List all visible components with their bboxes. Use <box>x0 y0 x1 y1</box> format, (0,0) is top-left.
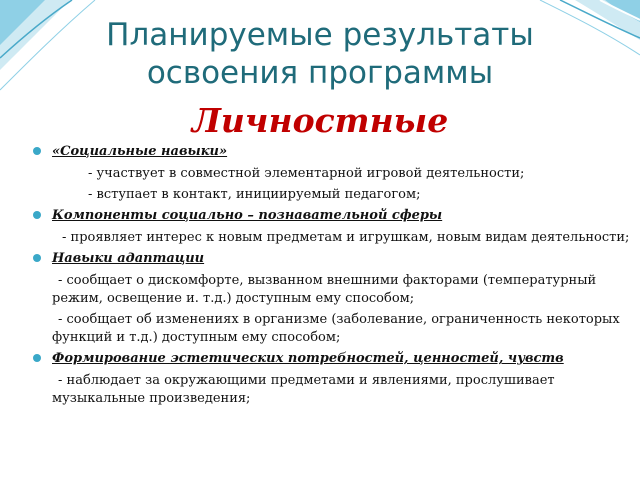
bullet-icon <box>33 211 41 219</box>
list-item: - сообщает об изменениях в организме (заболевание, ограниченность некоторых функций и т.д.) доступным ему способом; <box>52 312 620 345</box>
section-heading-adaptation <box>0 250 632 268</box>
list-item: - сообщает о дискомфорте, вызванном внешними факторами (температурный режим, освещение и. т.д.) доступным ему способом; <box>52 273 597 306</box>
list-item: - вступает в контакт, инициируемый педагогом; <box>88 187 421 202</box>
heading-text: Компоненты социально – познавательной сферы <box>52 208 443 223</box>
bullet-icon <box>33 254 41 262</box>
title-line-2: освоения программы <box>146 55 494 91</box>
section-heading-social <box>0 143 632 161</box>
list-item: - наблюдает за окружающими предметами и явлениями, прослушивает музыкальные произведения; <box>52 373 555 406</box>
section-heading-cognitive <box>0 207 632 225</box>
heading-text: Навыки адаптации <box>52 251 205 266</box>
title-line-1: Планируемые результаты <box>106 17 534 53</box>
bullet-icon <box>33 354 41 362</box>
list-item: - проявляет интерес к новым предметам и игрушкам, новым видам деятельности; <box>62 230 630 245</box>
page-subtitle: Личностные <box>191 101 449 140</box>
page-title <box>0 16 640 92</box>
list-item: - участвует в совместной элементарной игровой деятельности; <box>88 166 525 181</box>
heading-text: «Социальные навыки» <box>52 144 228 159</box>
content-list <box>0 143 632 411</box>
section-heading-aesthetic <box>0 350 632 368</box>
bullet-icon <box>33 147 41 155</box>
heading-text: Формирование эстетических потребностей, ценностей, чувств <box>52 351 564 366</box>
